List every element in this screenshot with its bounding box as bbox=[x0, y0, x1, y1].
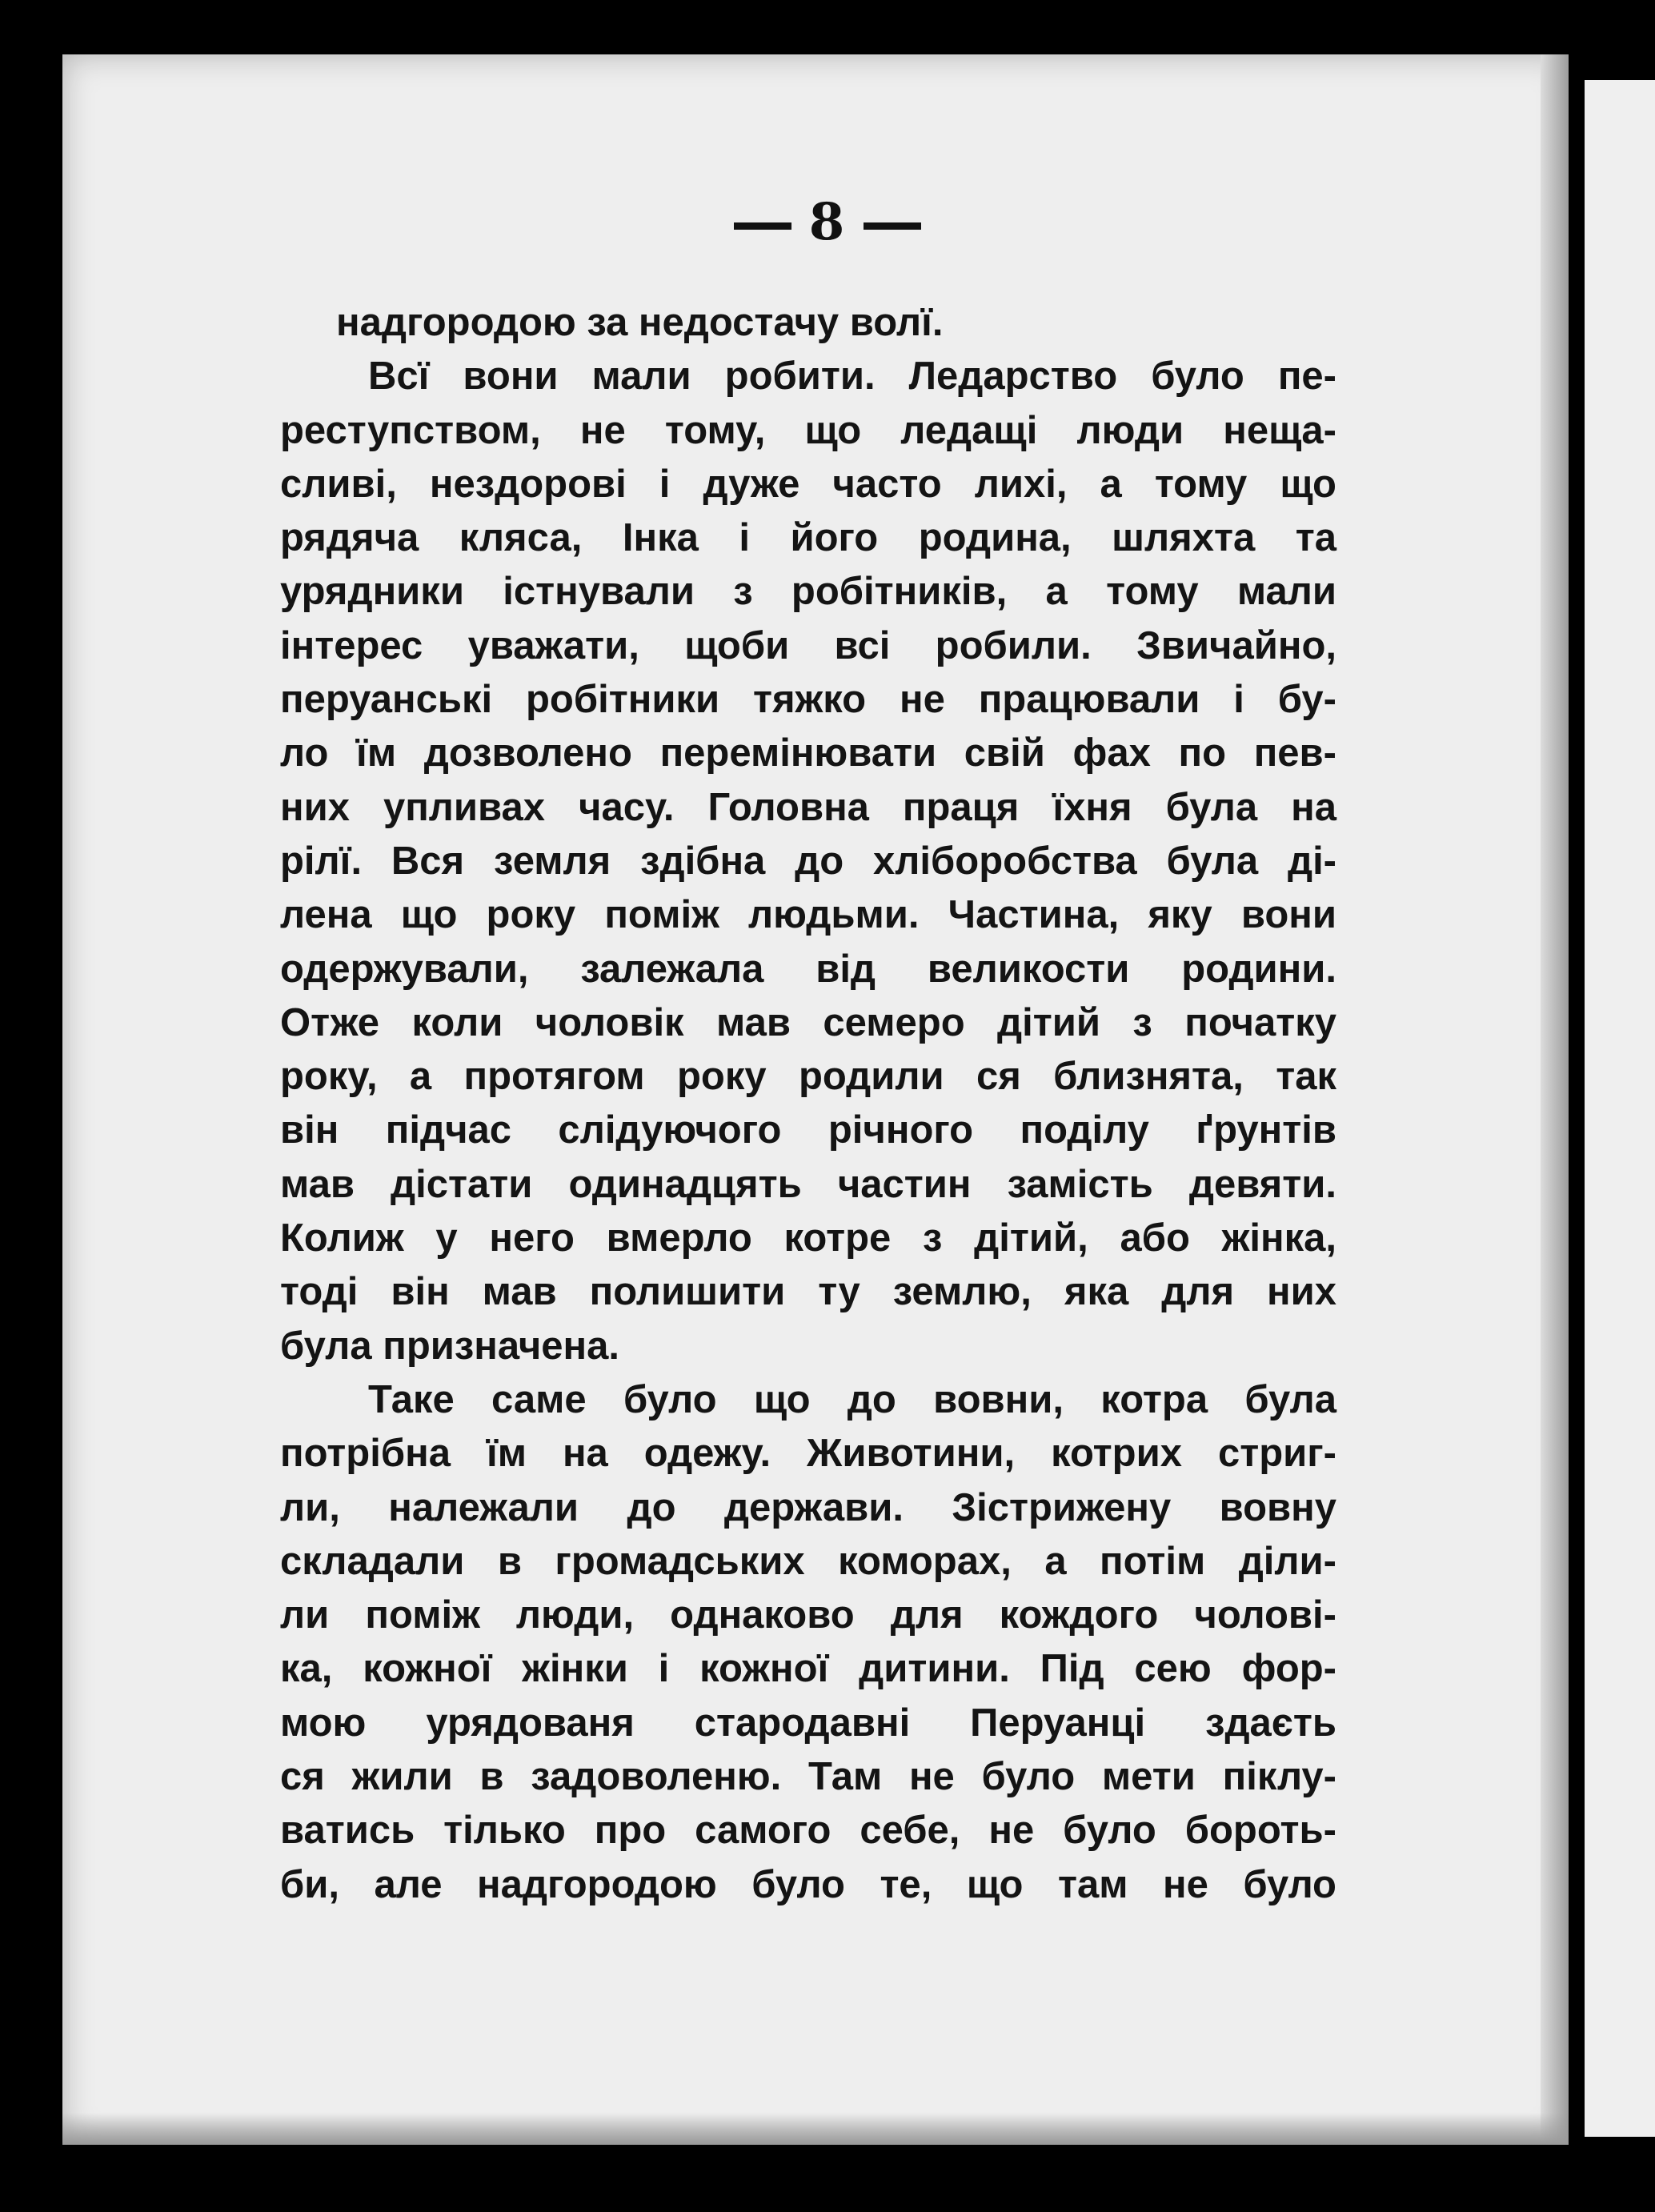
text-line: року, а протягом року родили ся близнята, так bbox=[280, 1055, 1336, 1099]
text-line: мав дістати одинадцять частин замість девяти. bbox=[280, 1162, 1336, 1206]
text-line: Всї вони мали робити. Ледарство було пе- bbox=[368, 355, 1336, 399]
text-line: ли, належали до держави. Зістрижену вовну bbox=[280, 1485, 1336, 1529]
text-line: тоді він мав полишити ту землю, яка для них bbox=[280, 1270, 1336, 1314]
page-number-dash-right bbox=[864, 222, 921, 230]
text-line: Отже коли чоловік мав семеро дітий з початку bbox=[280, 1000, 1336, 1044]
text-line: потрібна їм на одежу. Животини, котрих стриг- bbox=[280, 1432, 1336, 1476]
text-line: би, але надгородою було те, що там не було bbox=[280, 1862, 1336, 1906]
page-number-value: 8 bbox=[808, 192, 847, 252]
page-number-dash-left bbox=[734, 222, 791, 230]
text-line: сливі, нездорові і дуже часто лихі, а тому що bbox=[280, 462, 1336, 506]
text-line: інтерес уважати, щоби всі робили. Звичайно, bbox=[280, 623, 1336, 667]
text-line: рядяча кляса, Інка і його родина, шляхта та bbox=[280, 516, 1336, 560]
text-line: була призначена. bbox=[280, 1324, 620, 1368]
text-line: ся жили в задоволеню. Там не було мети піклу- bbox=[280, 1755, 1336, 1799]
text-line: надгородою за недостачу волї. bbox=[336, 301, 944, 344]
text-line: мою урядованя стародавні Перуанці здаєть bbox=[280, 1701, 1336, 1745]
adjacent-page-edge bbox=[1585, 80, 1655, 2137]
page-shadow-bottom bbox=[62, 2113, 1569, 2145]
text-line: реступством, не тому, що ледащі люди нещa- bbox=[280, 408, 1336, 452]
text-line: Колиж у него вмерло котре з дітий, або жінка, bbox=[280, 1216, 1336, 1260]
text-line: одержували, залежала від великости родини. bbox=[280, 947, 1336, 991]
text-line: Таке саме було що до вовни, котра була bbox=[368, 1377, 1336, 1421]
text-line: ватись тілько про самого себе, не було бороть- bbox=[280, 1809, 1336, 1853]
page-number bbox=[0, 192, 1655, 252]
text-line: урядники істнували з робітників, а тому мали bbox=[280, 570, 1336, 614]
text-line: складали в громадських коморах, а потім діли- bbox=[280, 1539, 1336, 1583]
text-line: ка, кожної жінки і кожної дитини. Під сею фор- bbox=[280, 1647, 1336, 1691]
text-line: перуанські робітники тяжко не працювали і бу- bbox=[280, 678, 1336, 722]
text-line: ли поміж люди, однаково для кождого чолові- bbox=[280, 1593, 1336, 1637]
text-line: рілї. Вся земля здібна до хліборобства була ді- bbox=[280, 839, 1336, 883]
page-shadow-right bbox=[1541, 54, 1569, 2145]
text-line: він підчас слідуючого річного поділу ґрунтів bbox=[280, 1108, 1336, 1152]
text-line: них упливах часу. Головна праця їхня була на bbox=[280, 785, 1336, 829]
text-line: ло їм дозволено перемінювати свій фах по пев- bbox=[280, 731, 1336, 775]
body-text bbox=[280, 296, 1336, 1912]
text-line: лена що року поміж людьми. Частина, яку вони bbox=[280, 893, 1336, 937]
